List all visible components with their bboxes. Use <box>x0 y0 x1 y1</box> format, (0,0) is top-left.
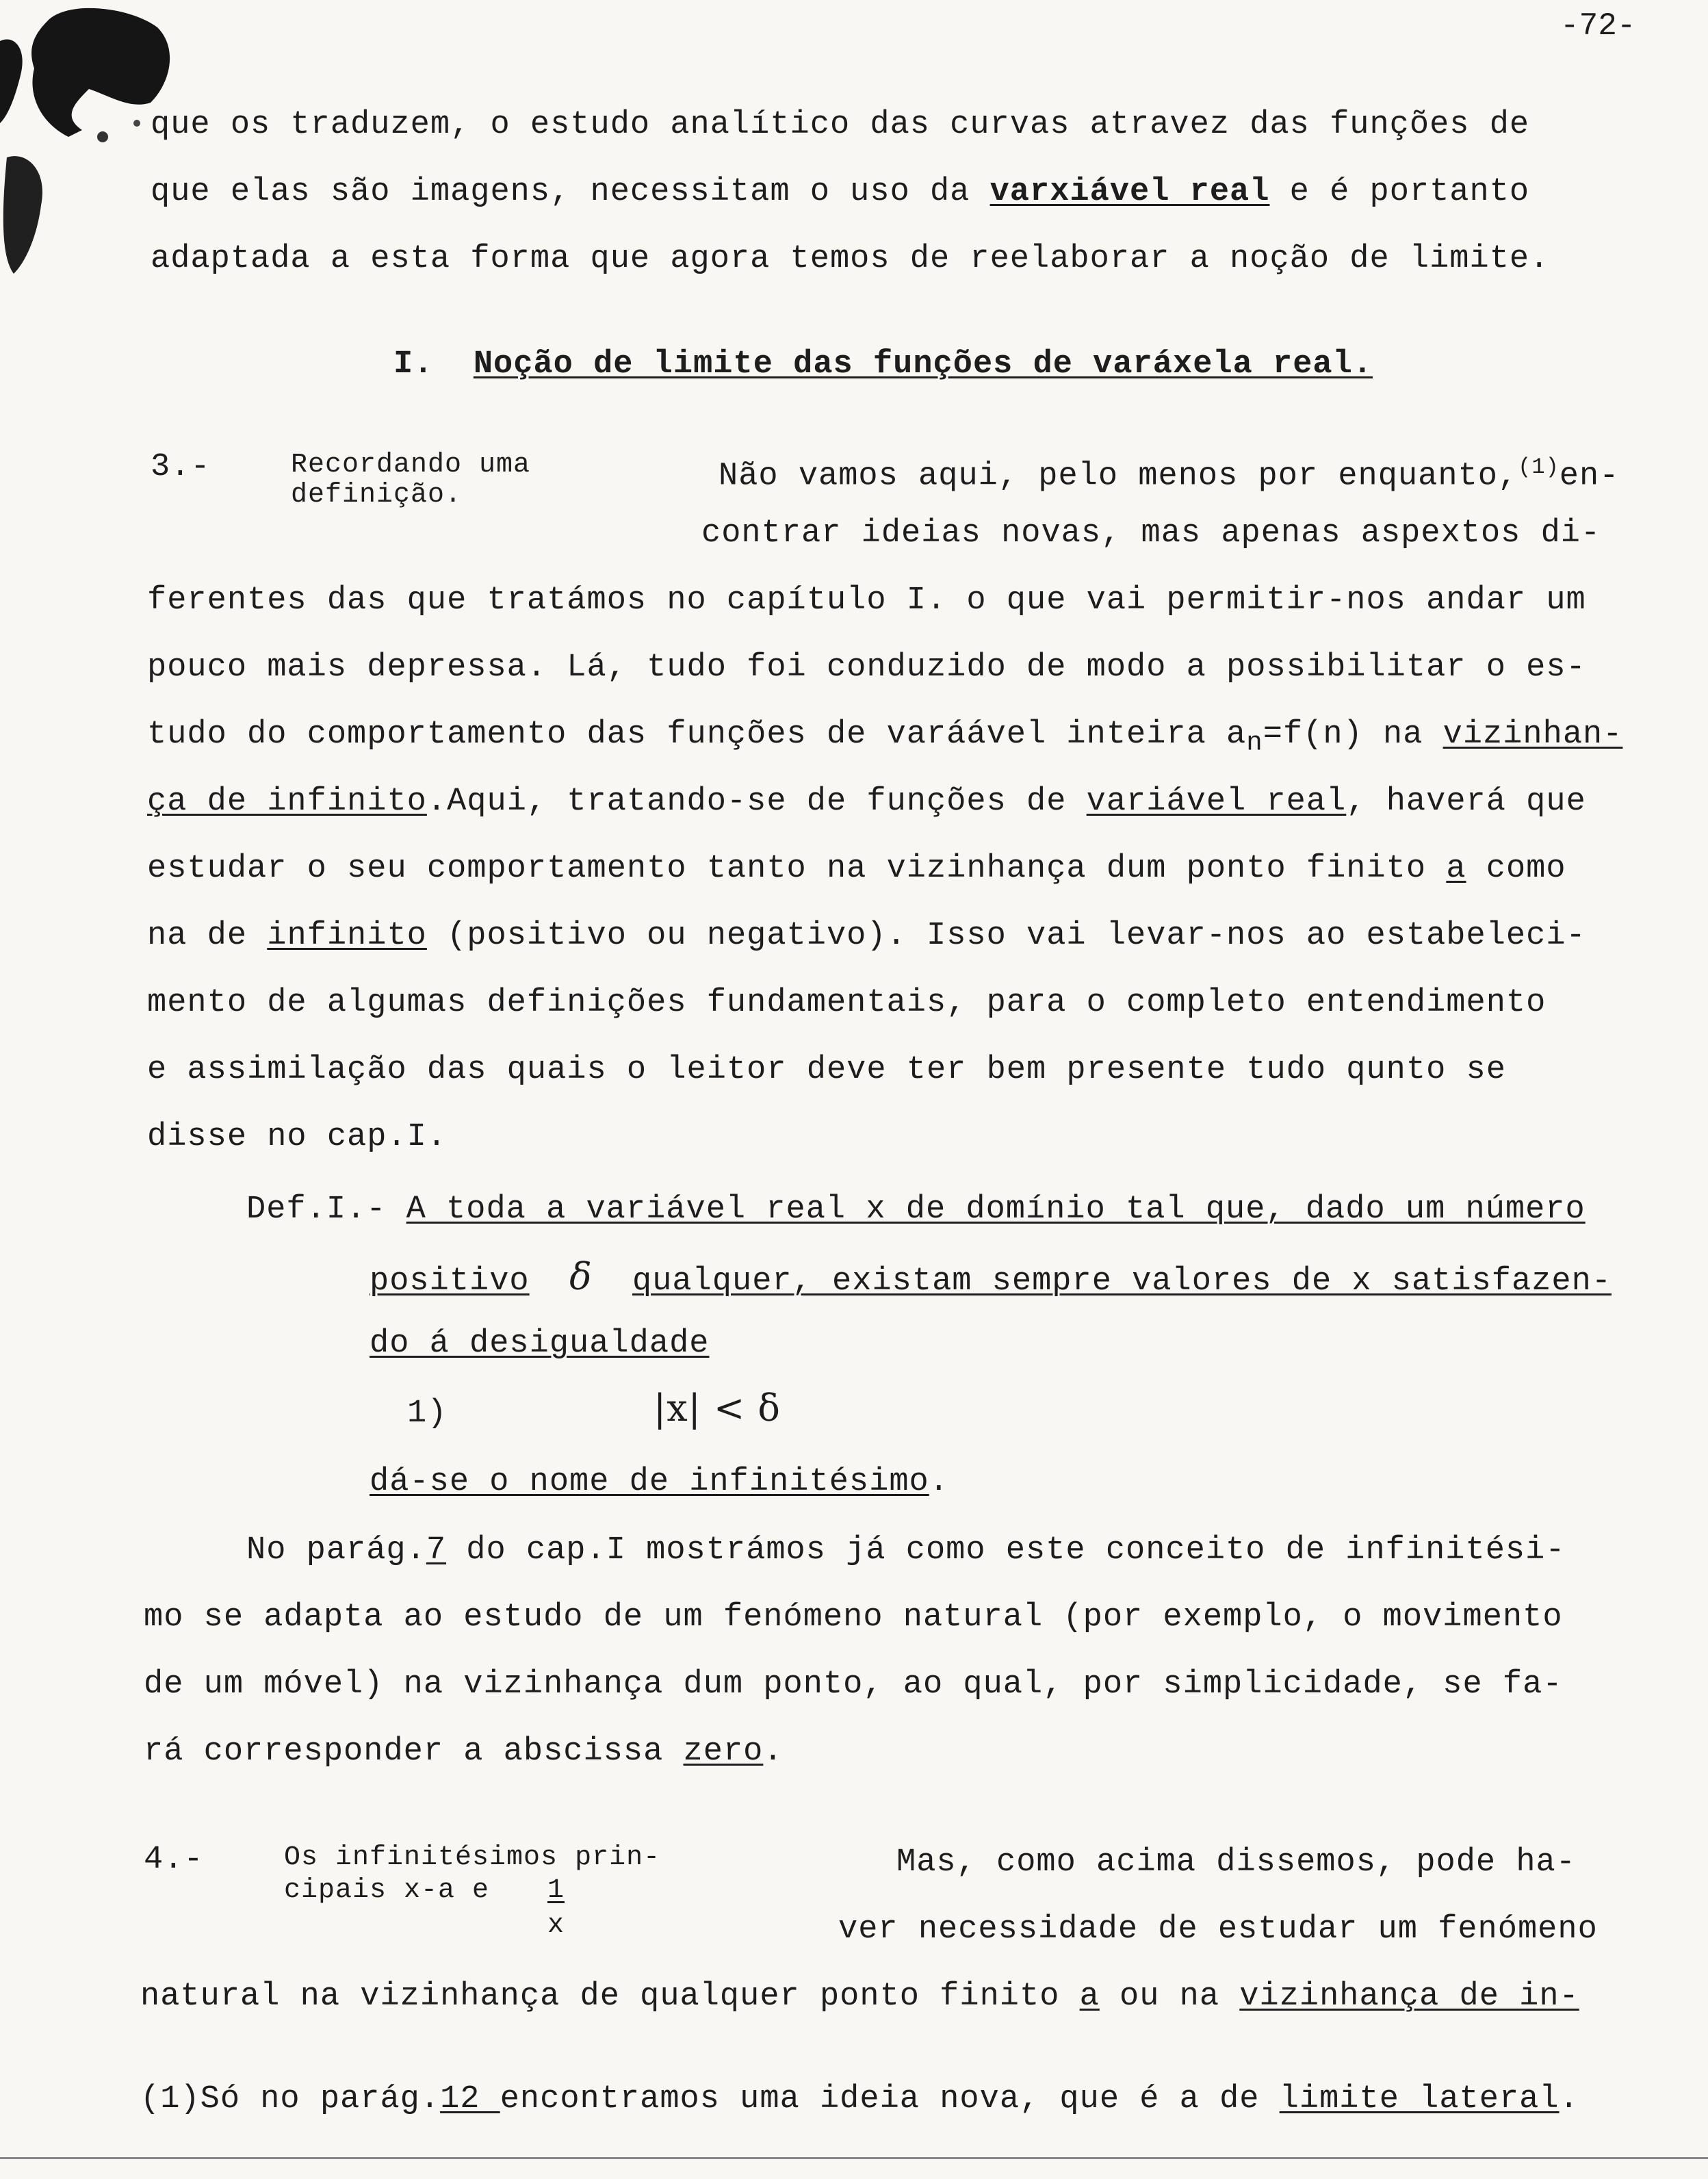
para-cont-line-1 <box>246 1532 1566 1570</box>
footnote-ref: (1) <box>1518 454 1560 480</box>
definition-text: A toda a variável real x de domínio tal que, dado um número <box>406 1191 1586 1228</box>
text: tudo do comportamento das funções de varáável inteira a <box>147 717 1247 753</box>
underlined-term: vizinhança de in- <box>1239 1978 1579 2015</box>
para-3-line-9: mento de algumas definições fundamentais, para o completo entendimento <box>147 985 1547 1021</box>
para-3-line-5 <box>147 716 1622 762</box>
underlined-term: varxiável real <box>989 174 1270 210</box>
underlined-term: 7 <box>426 1532 447 1569</box>
text: . <box>1559 2081 1579 2117</box>
underlined-term: limite lateral <box>1279 2081 1560 2117</box>
definition-line-4 <box>370 1463 949 1501</box>
para-3-line-11: disse no cap.I. <box>147 1119 448 1155</box>
text: encontramos uma ideia nova, que é a de <box>500 2081 1280 2117</box>
underlined-term: qualquer, existam sempre valores de x satisfazen- <box>632 1263 1612 1300</box>
text: do cap.I mostrámos já como este conceito de infinitési- <box>446 1532 1566 1569</box>
para-3-line-1 <box>719 448 1619 496</box>
text: rá corresponder a abscissa <box>144 1733 684 1770</box>
para-3-number: 3.- <box>151 449 211 485</box>
definition-line-1 <box>246 1191 1586 1229</box>
underlined-term: a <box>1446 851 1466 887</box>
text: natural na vizinhança de qualquer ponto finito <box>140 1978 1080 2015</box>
para-3-line-7 <box>147 850 1566 888</box>
text: Não vamos aqui, pelo menos por enquanto, <box>719 458 1518 495</box>
underlined-term: zero <box>683 1733 764 1770</box>
text: .Aqui, tratando-se de funções de <box>426 784 1087 820</box>
definition-line-2 <box>370 1255 1612 1301</box>
para-3-line-3: ferentes das que tratámos no capítulo I. o que vai permitir-nos andar um <box>147 582 1586 619</box>
subscript: n <box>1246 727 1263 758</box>
delta-symbol: δ <box>569 1255 593 1298</box>
section-heading <box>393 346 1373 384</box>
para-4-line-2: ver necessidade de estudar um fenómeno <box>838 1911 1598 1948</box>
text: estudar o seu comportamento tanto na vizinhança dum ponto finito <box>147 851 1447 887</box>
definition-label: Def.I.- <box>246 1191 406 1228</box>
underlined-term: positivo <box>370 1263 530 1300</box>
para-cont-line-2: mo se adapta ao estudo de um fenómeno natural (por exemplo, o movimento <box>144 1599 1563 1636</box>
fraction-denominator: x <box>547 1910 565 1941</box>
para-3-line-10: e assimilação das quais o leitor deve ter bem presente tudo qunto se <box>147 1052 1506 1088</box>
para-4-margin-note-2: cipais x-a e <box>284 1875 490 1906</box>
text: en- <box>1559 458 1620 495</box>
para-4-margin-note-1: Os infinitésimos prin- <box>284 1842 661 1873</box>
para-cont-line-4 <box>144 1733 784 1771</box>
intro-line-1: que os traduzem, o estudo analítico das curvas atravez das funções de <box>151 107 1530 143</box>
para-3-line-6 <box>147 783 1586 821</box>
section-title: Noção de limite das funções de varáxela real. <box>473 346 1373 383</box>
text: , haverá que <box>1346 784 1586 820</box>
text: . <box>929 1464 949 1500</box>
para-3-margin-note: Recordando uma definição. <box>291 450 531 511</box>
page-number: -72- <box>1560 8 1636 44</box>
footnote <box>140 2080 1579 2119</box>
underlined-term: vizinhan- <box>1442 717 1623 753</box>
intro-line-2 <box>151 173 1529 211</box>
para-3-line-8 <box>147 917 1586 955</box>
text: e é portanto <box>1269 174 1530 210</box>
text: (1)Só no parág. <box>140 2081 441 2117</box>
equation: |x| < δ <box>654 1387 781 1430</box>
intro-line-3: adaptada a esta forma que agora temos de reelaborar a noção de limite. <box>151 241 1550 277</box>
fraction-numerator: 1 <box>547 1875 565 1906</box>
para-3-line-4: pouco mais depressa. Lá, tudo foi conduzido de modo a possibilitar o es- <box>147 649 1586 686</box>
definition-line-3: do á desigualdade <box>370 1326 710 1362</box>
underlined-term: 12 <box>440 2081 500 2117</box>
text: =f(n) na <box>1263 717 1443 753</box>
text: que elas são imagens, necessitam o uso da <box>151 174 990 210</box>
underlined-term: variável real <box>1086 784 1347 820</box>
text: na de <box>147 918 268 954</box>
equation-number: 1) <box>407 1395 448 1432</box>
text: . <box>763 1733 784 1770</box>
text: (positivo ou negativo). Isso vai levar-nos ao estabeleci- <box>426 918 1586 954</box>
underlined-term: a <box>1079 1978 1100 2015</box>
section-numeral: I. <box>393 346 434 383</box>
page-bottom-rule <box>0 2157 1708 2159</box>
para-4-number: 4.- <box>144 1842 204 1878</box>
underlined-term: ça de infinito <box>147 784 427 820</box>
text: ou na <box>1099 1978 1240 2015</box>
underlined-term: dá-se o nome de infinitésimo <box>370 1464 929 1500</box>
text: No parág. <box>246 1532 426 1569</box>
para-4-line-1: Mas, como acima dissemos, pode ha- <box>896 1844 1576 1881</box>
underlined-term: infinito <box>267 918 427 954</box>
para-4-line-3 <box>140 1978 1579 2016</box>
para-cont-line-3: de um móvel) na vizinhança dum ponto, ao qual, por simplicidade, se fa- <box>144 1666 1563 1703</box>
para-3-line-2: contrar ideias novas, mas apenas aspextos di- <box>701 515 1601 552</box>
text: como <box>1466 851 1566 887</box>
